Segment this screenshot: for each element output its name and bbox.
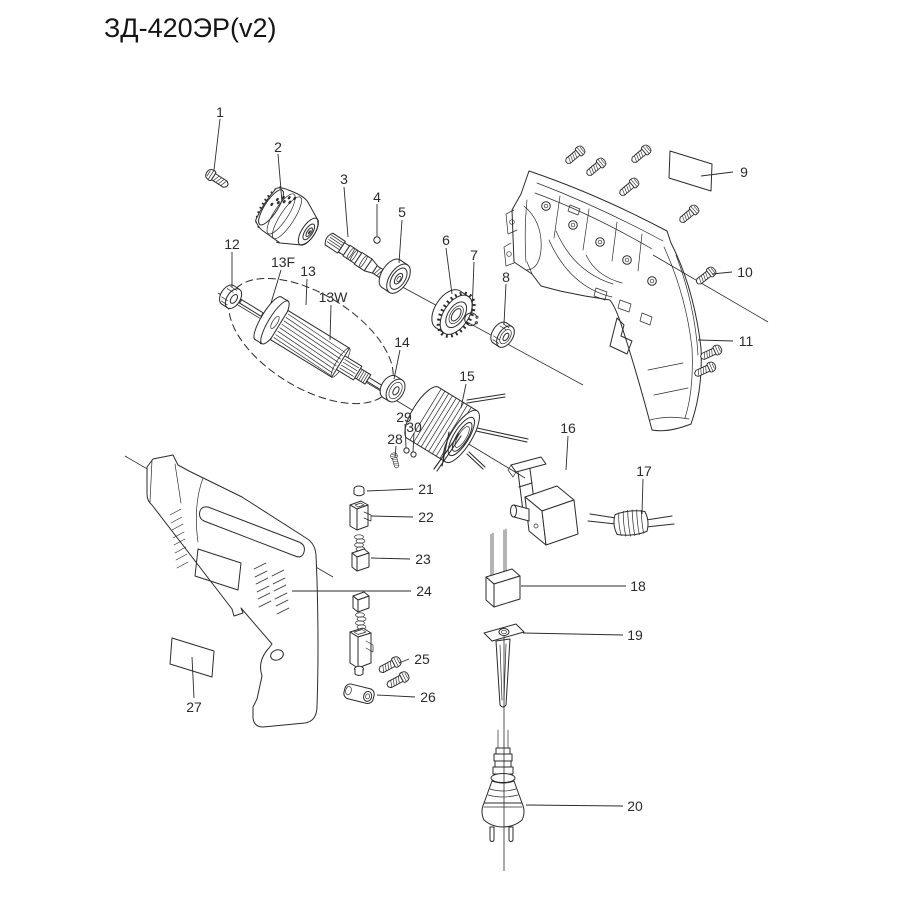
- leader-line-8: [504, 284, 506, 324]
- leader-line-3: [344, 187, 348, 237]
- leader-line-6: [446, 248, 452, 294]
- part-label-13W: 13W: [318, 289, 348, 306]
- part-label-21: 21: [418, 481, 434, 498]
- part-label-12: 12: [224, 236, 240, 253]
- ball-illustration: [374, 237, 380, 243]
- housing-screw-e: [677, 203, 700, 225]
- right-housing-illustration: [504, 171, 701, 431]
- plug-pin-left: [490, 827, 494, 842]
- part-label-18: 18: [630, 578, 646, 595]
- part-label-7: 7: [470, 247, 478, 264]
- housing-screw-b: [584, 156, 607, 178]
- choke-illustration: [588, 508, 674, 537]
- part-label-6: 6: [442, 232, 450, 249]
- part-label-8: 8: [502, 269, 510, 286]
- part-label-20: 20: [627, 798, 643, 815]
- leader-line-20: [526, 805, 623, 806]
- part-label-17: 17: [636, 463, 652, 480]
- switch-illustration: [508, 457, 578, 545]
- part-label-16: 16: [560, 420, 576, 437]
- screw-1-illustration: [204, 168, 231, 191]
- part-label-23: 23: [415, 551, 431, 568]
- screw-10-illustration: [694, 265, 717, 286]
- part-label-13: 13: [300, 263, 316, 280]
- armature-illustration: [226, 279, 395, 409]
- part-label-27: 27: [186, 699, 202, 716]
- washer-29-illustration: [404, 448, 409, 453]
- brush-holder-22: [350, 501, 371, 530]
- washer-30-illustration: [411, 452, 416, 457]
- leader-line-13W: [330, 305, 331, 340]
- leader-line-23: [371, 558, 410, 559]
- part-label-19: 19: [627, 627, 643, 644]
- part-label-1: 1: [216, 104, 224, 121]
- part-label-2: 2: [274, 139, 282, 156]
- screw-25a-illustration: [377, 655, 402, 675]
- leader-line-22: [371, 516, 413, 517]
- part-label-9: 9: [740, 164, 748, 181]
- part-label-28: 28: [387, 431, 403, 448]
- carbon-brush-23: [352, 535, 369, 571]
- part-label-25: 25: [414, 651, 430, 668]
- capacitor-illustration: [486, 529, 520, 607]
- bearing-8-illustration: [487, 319, 518, 351]
- brush-set-upper: [350, 486, 371, 571]
- leader-line-17: [642, 479, 643, 514]
- part-label-11: 11: [738, 333, 754, 350]
- name-plate-illustration: [669, 151, 712, 191]
- part-label-4: 4: [373, 189, 381, 206]
- part-label-26: 26: [420, 689, 436, 706]
- leader-line-1: [214, 119, 220, 170]
- plug-pin-right: [509, 827, 513, 842]
- housing-screw-a: [563, 144, 586, 166]
- part-label-13F: 13F: [270, 254, 296, 271]
- leader-line-27: [192, 657, 194, 698]
- housing-screw-c: [629, 143, 652, 165]
- leader-line-11: [698, 340, 733, 341]
- part-label-3: 3: [340, 171, 348, 188]
- part-label-5: 5: [398, 204, 406, 221]
- cord-clamp-illustration: [343, 683, 376, 705]
- leader-line-5: [399, 220, 402, 263]
- leader-line-14: [394, 350, 400, 379]
- leader-line-13: [306, 279, 307, 305]
- chuck-illustration: [250, 181, 328, 257]
- part-label-14: 14: [394, 334, 410, 351]
- part-label-30: 30: [406, 419, 422, 436]
- bearing-14-illustration: [376, 372, 409, 405]
- brush-set-lower: [350, 592, 373, 676]
- leader-line-9: [701, 172, 733, 176]
- housing-screw-d: [617, 176, 640, 198]
- part-label-10: 10: [737, 264, 753, 281]
- leader-line-21: [367, 489, 413, 491]
- part-label-24: 24: [416, 583, 432, 600]
- screw-25b-illustration: [385, 670, 410, 690]
- leader-line-19: [523, 633, 623, 635]
- leader-line-26: [377, 695, 415, 697]
- diagram-title: ЗД-420ЭР(v2): [104, 13, 277, 43]
- plug-illustration: [482, 730, 524, 842]
- part-label-29: 29: [396, 409, 412, 426]
- leader-line-16: [566, 436, 568, 470]
- part-label-15: 15: [459, 368, 475, 385]
- part-label-22: 22: [418, 509, 434, 526]
- handle-screw-a: [699, 344, 723, 362]
